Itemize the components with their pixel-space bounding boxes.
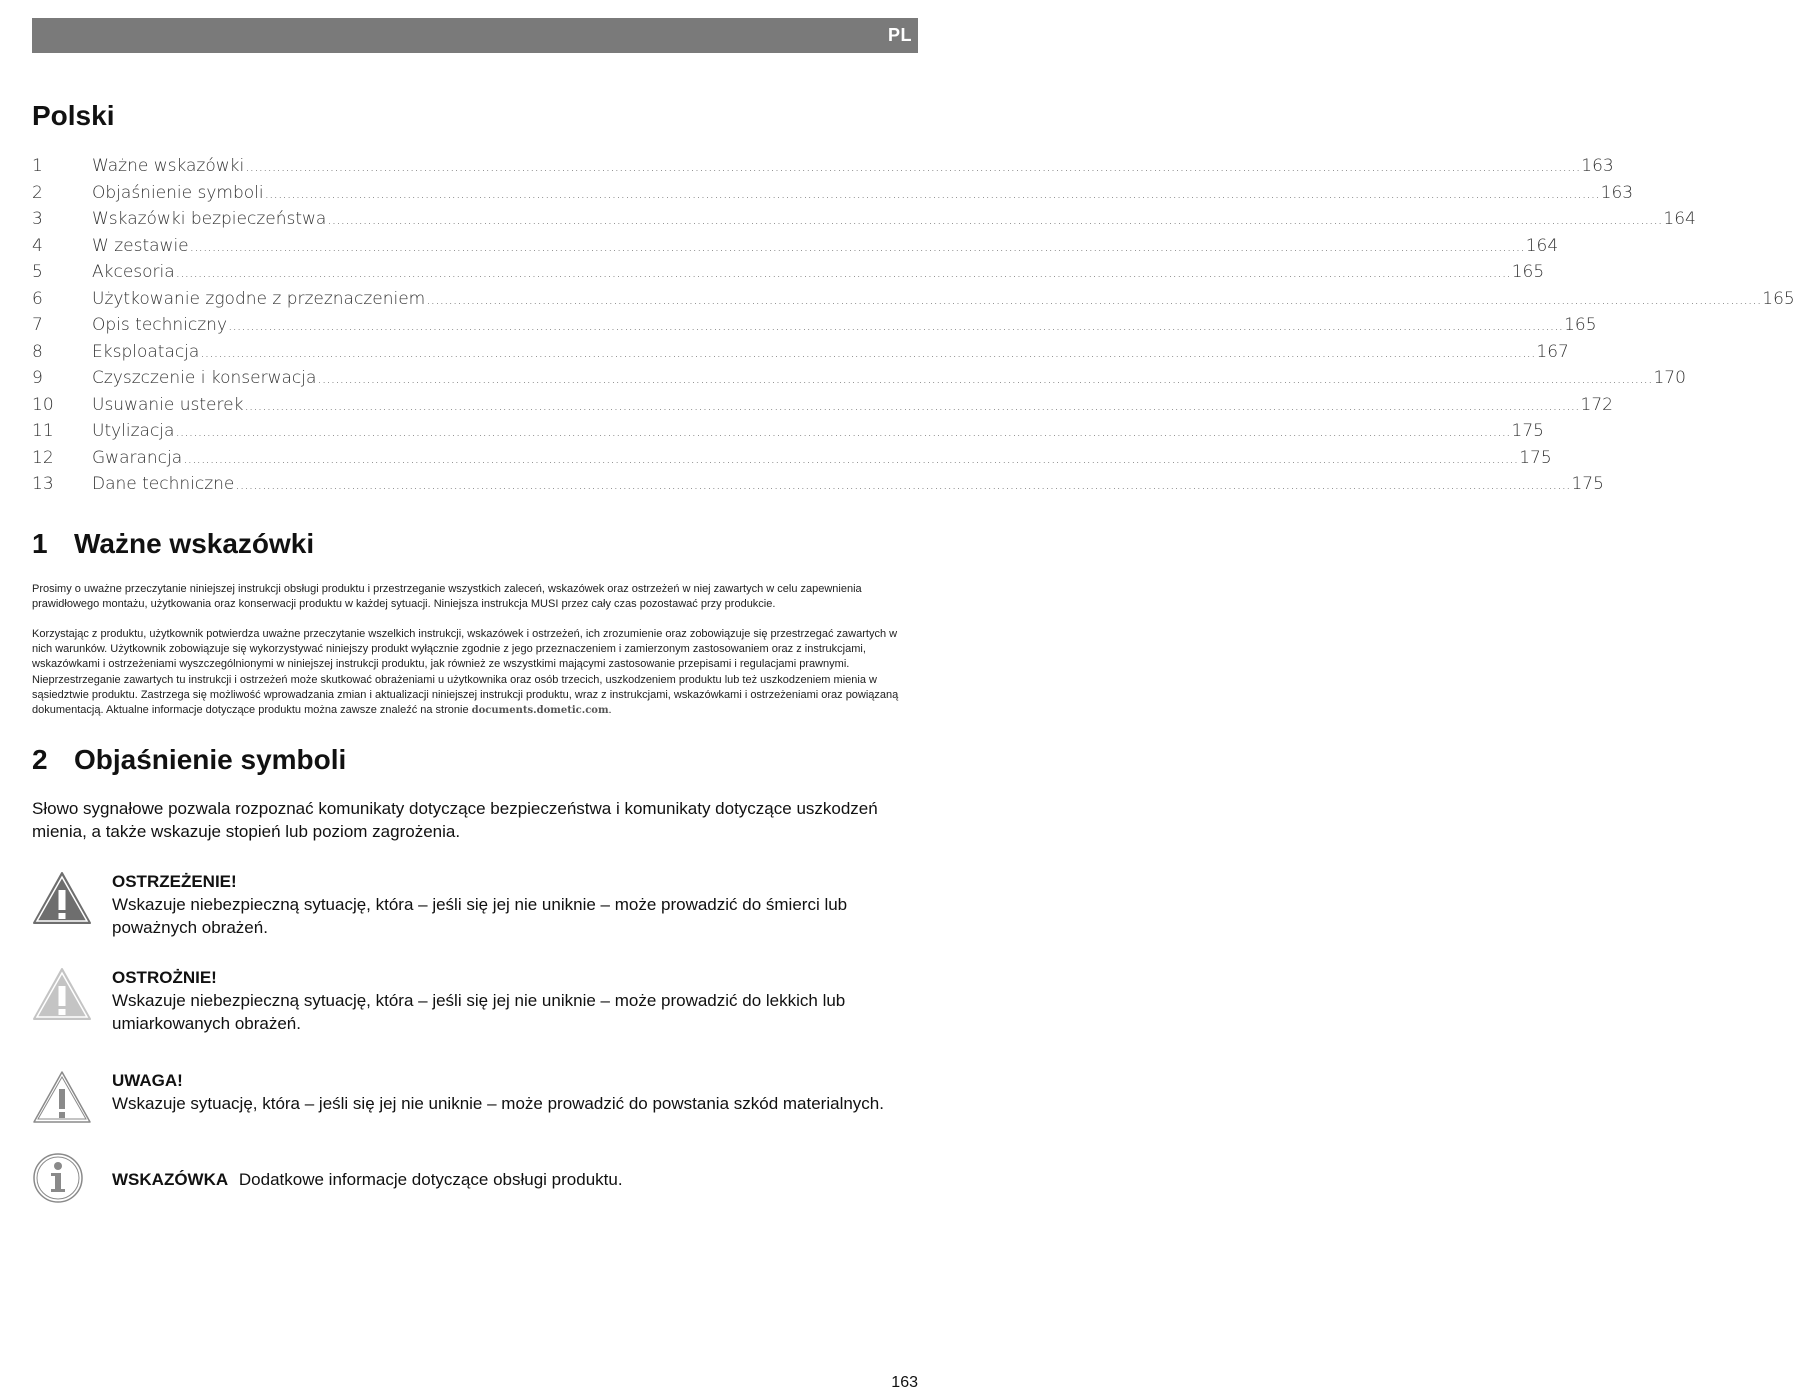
toc-entry-title: Eksploatacja — [92, 341, 200, 362]
toc-entry[interactable] — [32, 235, 1559, 263]
section-1-number: 1 — [32, 528, 48, 559]
toc-entry-title: Gwarancja — [92, 447, 183, 468]
notice-label: UWAGA! — [112, 1071, 183, 1090]
toc-leader-dots: ............................................................................................................................................................................................................................................................................................................ — [183, 450, 1519, 467]
notice-text: Wskazuje sytuację, która – jeśli się jej nie uniknie – może prowadzić do powstania szkód materialnych. — [112, 1094, 884, 1113]
warning-label: OSTRZEŻENIE! — [112, 872, 237, 891]
section-2-intro: Słowo sygnałowe pozwala rozpoznać komunikaty dotyczące bezpieczeństwa i komunikaty dotyczące uszkodzeń mienia, a także wskazuje stopień lub poziom zagrożenia. — [32, 799, 878, 841]
section-1-paragraph-2-text: Korzystając z produktu, użytkownik potwierdza uważne przeczytanie wszelkich instrukcji, wskazówek i ostrzeżeń, ich zrozumienie oraz zobowiązuje się przestrzegać zawartych w nich warunków. Użytkownik zobowiązuje się wykorzystywać niniejszy produkt wyłącznie zgodnie z jego przeznaczeniem i zamierzonym zastosowaniem oraz z instrukcjami, wskazówkami i ostrzeżeniami wyszczególnionymi w niniejszej instrukcji produktu, jak również ze wszystkimi mającymi zastosowanie przepisami i regulacjami prawnymi. Nieprzestrzeganie zawartych tu instrukcji i ostrzeżeń może skutkować obrażeniami u użytkownika oraz osób trzecich, uszkodzeniem produktu lub też uszkodzeniem mienia w sąsiedztwie produktu. Zastrzega się możliwość wprowadzania zmian i aktualizacji niniejszej instrukcji produktu, wraz z instrukcjami, wskazówkami i ostrzeżeniami oraz powiązaną dokumentacją. Aktualne informacje dotyczące produktu można zawsze znaleźć na stronie — [32, 628, 899, 717]
toc-leader-dots: ............................................................................................................................................................................................................................................................................................................ — [327, 212, 1663, 228]
toc-leader-dots: ............................................................................................................................................................................................................................................................................................................ — [200, 344, 1536, 361]
toc-leader-dots: ............................................................................................................................................................................................................................................................................................................ — [426, 291, 1762, 308]
toc-entry-page: 165 — [1762, 288, 1795, 309]
section-1-heading — [32, 528, 314, 560]
toc-entry-page: 164 — [1663, 209, 1696, 229]
toc-entry-title: Czyszczenie i konserwacja — [92, 368, 317, 388]
toc-entry-title: Akcesoria — [92, 262, 175, 282]
section-1-title: Ważne wskazówki — [74, 528, 315, 559]
toc-entry[interactable] — [32, 341, 1569, 369]
header-bar — [32, 18, 918, 53]
toc-entry-number: 10 — [32, 394, 54, 415]
section-1-paragraph-2 — [32, 627, 918, 718]
warning-text: Wskazuje niebezpieczną sytuację, która – jeśli się jej nie uniknie – może prowadzić do śmierci lub poważnych obrażeń. — [112, 895, 848, 937]
section-2-title: Objaśnienie symboli — [74, 744, 347, 775]
toc-entry-number: 8 — [32, 341, 43, 362]
toc-entry-title: Utylizacja — [92, 421, 175, 441]
section-2-heading — [32, 744, 346, 776]
toc-entry-number: 3 — [32, 209, 43, 229]
info-circle-icon — [32, 1152, 84, 1208]
toc-entry-title: Ważne wskazówki — [92, 156, 245, 176]
toc-entry-title: Opis techniczny — [92, 315, 228, 335]
toc-entry-page: 167 — [1536, 341, 1569, 362]
toc-entry-page: 163 — [1581, 156, 1614, 176]
toc-entry[interactable] — [32, 182, 1634, 210]
paragraph-end: . — [608, 704, 612, 717]
toc-entry-page: 165 — [1511, 262, 1545, 282]
toc-entry-title: Objaśnienie symboli — [92, 182, 264, 203]
toc-entry-title: Wskazówki bezpieczeństwa — [92, 209, 327, 229]
language-code: PL — [887, 25, 912, 45]
toc-entry-title: Usuwanie usterek — [92, 394, 244, 415]
table-of-contents — [32, 156, 1795, 501]
toc-entry[interactable] — [32, 315, 1597, 342]
toc-entry-page: 172 — [1580, 394, 1613, 415]
toc-entry[interactable] — [32, 262, 1545, 289]
toc-leader-dots: ............................................................................................................................................................................................................................................................................................................ — [175, 265, 1511, 281]
toc-leader-dots: ............................................................................................................................................................................................................................................................................................................ — [245, 159, 1581, 175]
info-label: WSKAZÓWKA — [112, 1170, 229, 1189]
section-2-number: 2 — [32, 744, 48, 775]
toc-entry[interactable] — [32, 474, 1604, 501]
toc-entry[interactable] — [32, 288, 1795, 316]
toc-entry[interactable] — [32, 447, 1552, 475]
toc-entry-title: W zestawie — [92, 235, 189, 256]
warning-triangle-light-icon — [32, 966, 92, 1026]
toc-entry-number: 2 — [32, 182, 43, 203]
warning-triangle-outline-icon — [32, 1069, 92, 1129]
toc-entry-number: 7 — [32, 315, 43, 335]
toc-entry-title: Użytkowanie zgodne z przeznaczeniem — [92, 288, 426, 309]
toc-leader-dots: ............................................................................................................................................................................................................................................................................................................ — [189, 238, 1525, 255]
toc-entry-number: 6 — [32, 288, 43, 309]
info-text: Dodatkowe informacje dotyczące obsługi produktu. — [238, 1170, 623, 1189]
page-number: 163 — [891, 1374, 918, 1391]
toc-entry-number: 13 — [32, 474, 54, 494]
toc-entry[interactable] — [32, 209, 1696, 236]
toc-entry-number: 9 — [32, 368, 43, 388]
caution-label: OSTROŻNIE! — [112, 968, 217, 987]
documents-url[interactable]: documents.dometic.com — [471, 705, 609, 717]
toc-entry[interactable] — [32, 156, 1614, 183]
toc-entry[interactable] — [32, 394, 1613, 422]
toc-leader-dots: ............................................................................................................................................................................................................................................................................................................ — [317, 371, 1653, 387]
toc-entry-page: 175 — [1571, 474, 1604, 494]
toc-leader-dots: ............................................................................................................................................................................................................................................................................................................ — [175, 424, 1511, 440]
toc-entry[interactable] — [32, 421, 1544, 448]
toc-entry-title: Dane techniczne — [92, 474, 235, 494]
toc-entry-page: 170 — [1653, 368, 1686, 388]
toc-entry-number: 4 — [32, 235, 43, 256]
toc-entry-page: 165 — [1564, 315, 1597, 335]
toc-entry-number: 12 — [32, 447, 54, 468]
warning-triangle-dark-icon — [32, 870, 92, 930]
section-1-paragraph-1: Prosimy o uważne przeczytanie niniejszej instrukcji obsługi produktu i przestrzeganie wszystkich zaleceń, wskazówek oraz ostrzeżeń w niej zawartych w celu zapewnienia prawidłowego montażu, użytkowania oraz konserwacji produktu w każdej sytuacji. Niniejsza instrukcja MUSI przez cały czas pozostawać przy produkcie. — [32, 583, 862, 611]
toc-entry-number: 1 — [32, 156, 43, 176]
toc-entry-page: 175 — [1511, 421, 1544, 441]
toc-leader-dots: ............................................................................................................................................................................................................................................................................................................ — [235, 477, 1571, 493]
toc-entry-number: 11 — [32, 421, 54, 441]
caution-text: Wskazuje niebezpieczną sytuację, która – jeśli się jej nie uniknie – może prowadzić do lekkich lub umiarkowanych obrażeń. — [112, 991, 846, 1033]
toc-entry[interactable] — [32, 368, 1686, 395]
toc-leader-dots: ............................................................................................................................................................................................................................................................................................................ — [228, 318, 1564, 334]
toc-entry-page: 163 — [1600, 182, 1634, 203]
toc-entry-number: 5 — [32, 262, 43, 282]
toc-leader-dots: ............................................................................................................................................................................................................................................................................................................ — [244, 397, 1580, 414]
toc-entry-page: 164 — [1525, 235, 1559, 256]
toc-entry-page: 175 — [1519, 447, 1552, 468]
page-title: Polski — [32, 100, 115, 131]
toc-leader-dots: ............................................................................................................................................................................................................................................................................................................ — [264, 185, 1600, 202]
